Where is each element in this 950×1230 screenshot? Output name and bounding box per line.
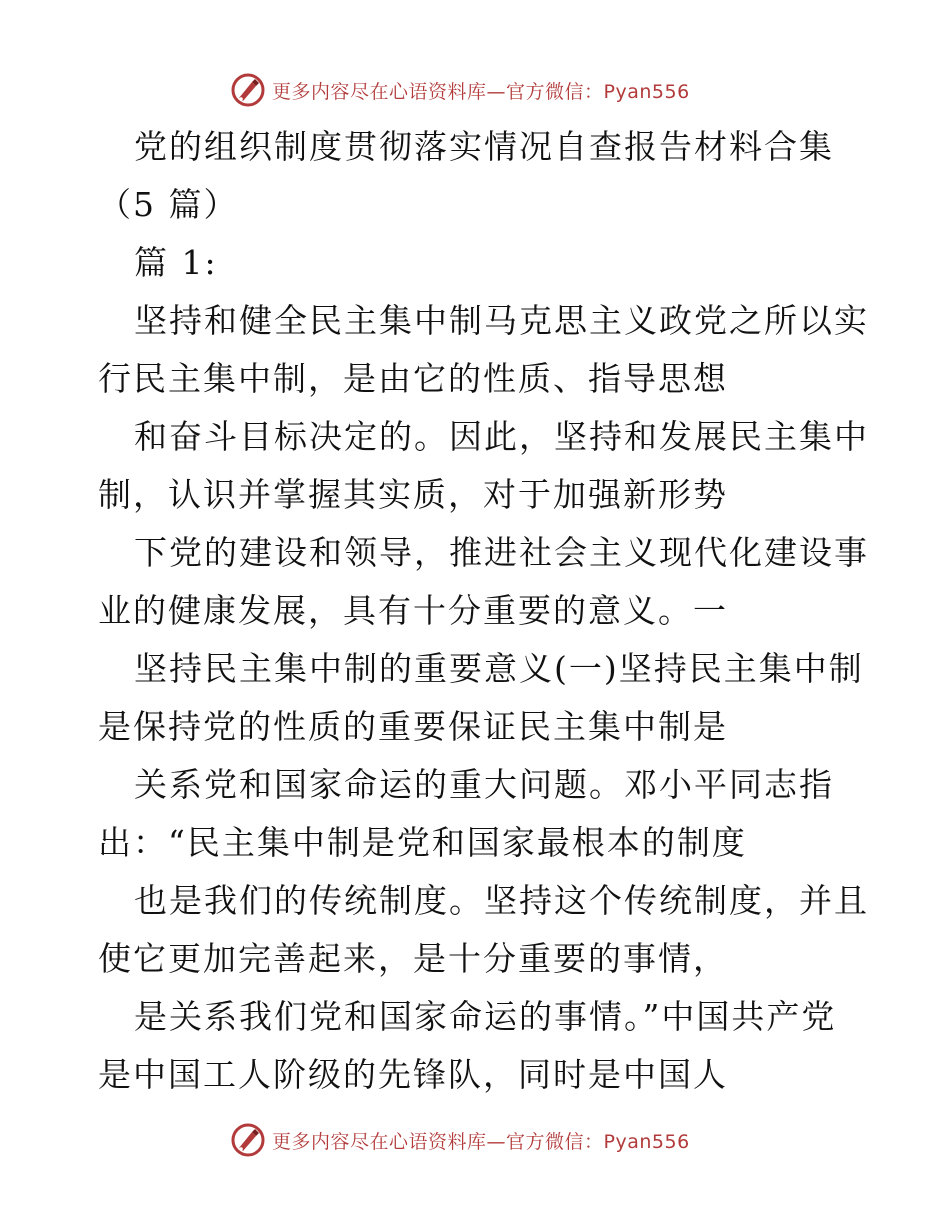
watermark-text: 更多内容尽在心语资料库—官方微信：Pyan556 [272,80,690,103]
text-line: 篇 1: [134,243,218,282]
text-line: 制，认识并掌握其实质，对于加强新形势 [98,475,728,514]
text-line: 业的健康发展，具有十分重要的意义。一 [98,591,728,630]
header-watermark [230,70,690,110]
text-line: 关系党和国家命运的重大问题。邓小平同志指 [134,765,834,804]
text-line: 也是我们的传统制度。坚持这个传统制度，并且 [134,881,869,920]
text-line: （5 篇） [98,185,239,224]
text-line: 和奋斗目标决定的。因此，坚持和发展民主集中 [134,417,869,456]
text-line: 是保持党的性质的重要保证民主集中制是 [98,707,728,746]
text-line: 坚持和健全民主集中制马克思主义政党之所以实 [134,301,869,340]
text-line: 出：“民主集中制是党和国家最根本的制度 [98,823,747,862]
watermark-text: 更多内容尽在心语资料库—官方微信：Pyan556 [272,1130,690,1153]
document-body [98,118,869,1104]
pen-logo-icon [230,72,266,108]
text-line: 坚持民主集中制的重要意义(一)坚持民主集中制 [134,649,864,688]
text-line: 行民主集中制，是由它的性质、指导思想 [98,359,728,398]
text-line: 是关系我们党和国家命运的事情。”中国共产党 [134,997,837,1036]
text-line: 下党的建设和领导，推进社会主义现代化建设事 [134,533,869,572]
footer-watermark [230,1120,690,1160]
text-line: 使它更加完善起来，是十分重要的事情， [98,939,728,978]
pen-logo-icon [230,1122,266,1158]
text-line: 党的组织制度贯彻落实情况自查报告材料合集 [134,127,834,166]
text-line: 是中国工人阶级的先锋队，同时是中国人 [98,1055,728,1094]
